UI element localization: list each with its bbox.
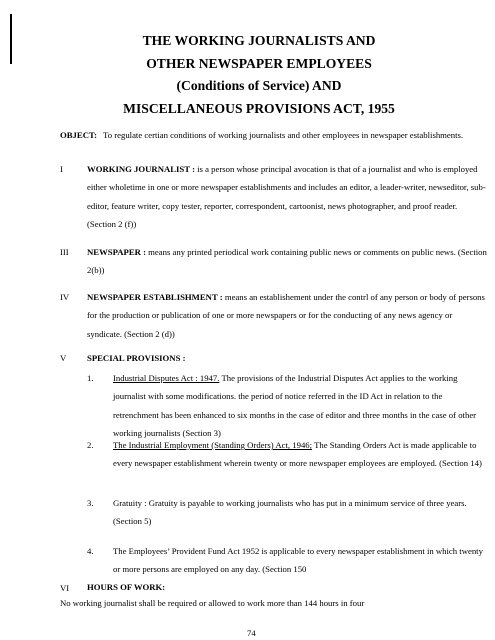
item-1-number: 1. (87, 373, 94, 383)
section-1-number: I (60, 164, 63, 174)
page-number: 74 (247, 628, 256, 638)
title-line-1: THE WORKING JOURNALISTS AND (142, 33, 376, 48)
item-1-text: The provisions of the Industrial Disputes Act applies to the working journalist with some modifications. the period of notice referred in the ID Act in relation to the retrenchment has been enhanced to six months in the case of editor and three months in the case of other working journalists (Section 3) (113, 373, 477, 439)
section-2-term: NEWSPAPER : (87, 247, 146, 257)
section-3-number: IV (60, 292, 70, 302)
section-5-text: No working journalist shall be required or allowed to work more than 144 hours in four (60, 598, 365, 608)
section-2-text: means any printed periodical work containing public news or comments on public news. (Section 2(b)) (87, 247, 487, 276)
item-2-body (113, 436, 488, 473)
item-4-number: 4. (87, 546, 94, 556)
section-4-number: V (60, 353, 67, 363)
object-label: OBJECT: (60, 130, 98, 140)
item-4-text: The Employees’ Provident Fund Act 1952 is applicable to every newspaper establishment in which twenty or more persons are employed on any day. (Section 150 (113, 546, 483, 575)
section-3-body (87, 288, 487, 343)
section-3-term: NEWSPAPER ESTABLISHMENT : (87, 292, 223, 302)
margin-change-bar (10, 14, 12, 64)
section-5-number: VI (60, 583, 70, 593)
item-2-text: The Standing Orders Act is made applicable to every newspaper establishment wherein twenty or more newspaper employees are employed. (Section 14) (113, 440, 482, 469)
item-3-number: 3. (87, 498, 94, 508)
item-3-title: Gratuity : (113, 498, 147, 508)
section-1-body (87, 160, 487, 234)
section-3-text: means an establishement under the contrl of any person or body of persons for the production or publication of one or more newspapers or for the conducting of any news agency or syndicate. (Section 2 (d)) (87, 292, 485, 339)
section-1-term: WORKING JOURNALIST : (87, 164, 195, 174)
section-2-body (87, 243, 487, 280)
item-1-body (113, 369, 488, 443)
item-3-body (113, 494, 488, 531)
section-4-heading (87, 349, 487, 367)
object-paragraph (60, 128, 490, 143)
item-2-title: The Industrial Employment (Standing Orders) Act, 1946; (113, 440, 313, 450)
section-4-term: SPECIAL PROVISIONS : (87, 353, 186, 363)
section-1-text: is a person whose principal avocation is that of a journalist and who is employed either wholetime in one or more newspaper establishments and includes an editor, a leader-writer, newseditor, sub-editor, feature writer, copy tester, reporter, correspondent, cartoonist, news photographer, and proof reader. (Section 2 (f)) (87, 164, 486, 230)
document-title (40, 30, 478, 120)
title-line-2: OTHER NEWSPAPER EMPLOYEES (146, 55, 372, 71)
item-3-text: Gratuity is payable to working journalists who has put in a minimum service of three years. (Section 5) (113, 498, 467, 527)
section-5-text-wrap (60, 595, 490, 611)
title-line-3: (Conditions of Service) AND (176, 78, 342, 93)
item-1-title: Industrial Disputes Act : 1947. (113, 373, 220, 383)
section-5-body (60, 579, 490, 595)
section-2-number: III (60, 247, 69, 257)
title-line-4: MISCELLANEOUS PROVISIONS ACT, 1955 (123, 100, 395, 116)
item-4-body (113, 542, 488, 579)
object-text: To regulate certian conditions of working journalists and other employees in newspaper establishments. (103, 130, 464, 140)
item-2-number: 2. (87, 440, 94, 450)
section-5-term: HOURS OF WORK: (87, 582, 166, 592)
